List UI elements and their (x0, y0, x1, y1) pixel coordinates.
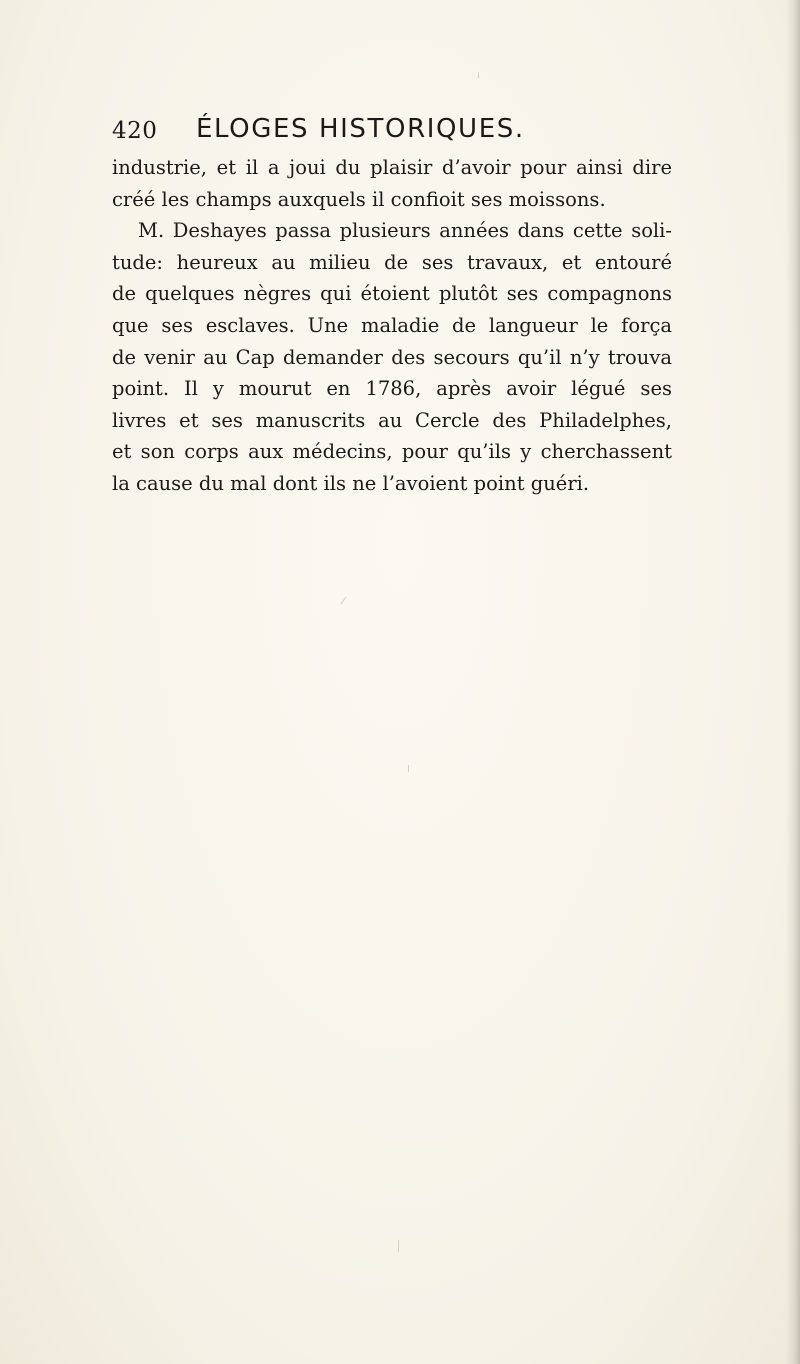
text-line: et son corps aux médecins, pour qu’ils y cherchassent (112, 440, 672, 464)
text-line: industrie, et il a joui du plaisir d’avoir pour ainsi dire (112, 156, 672, 179)
page-number: 420 (112, 118, 158, 144)
running-head (112, 114, 672, 154)
body-text (112, 152, 672, 500)
text-line: livres et ses manuscrits au Cercle des Philadelphes, (112, 408, 672, 432)
paper-speck (408, 765, 409, 772)
text-line: créé les champs auxquels il confioit ses moissons. (112, 187, 606, 211)
paper-speck (341, 597, 347, 605)
text-line: point. Il y mourut en 1786, après avoir légué ses (112, 377, 672, 401)
text-line: de quelques nègres qui étoient plutôt ses compagnons (112, 282, 672, 306)
page-edge-shadow (786, 0, 800, 1364)
running-head-title: ÉLOGES HISTORIQUES. (196, 114, 525, 144)
text-line: tude: heureux au milieu de ses travaux, et entouré (112, 250, 672, 274)
text-line: M. Deshayes passa plusieurs années dans cette soli- (138, 219, 672, 243)
text-line: de venir au Cap demander des secours qu’il n’y trouva (112, 345, 672, 369)
text-line: que ses esclaves. Une maladie de langueur le força (112, 313, 672, 337)
paper-speck (478, 72, 479, 78)
paper-speck (398, 1240, 399, 1252)
text-line: la cause du mal dont ils ne l’avoient point guéri. (112, 471, 590, 495)
